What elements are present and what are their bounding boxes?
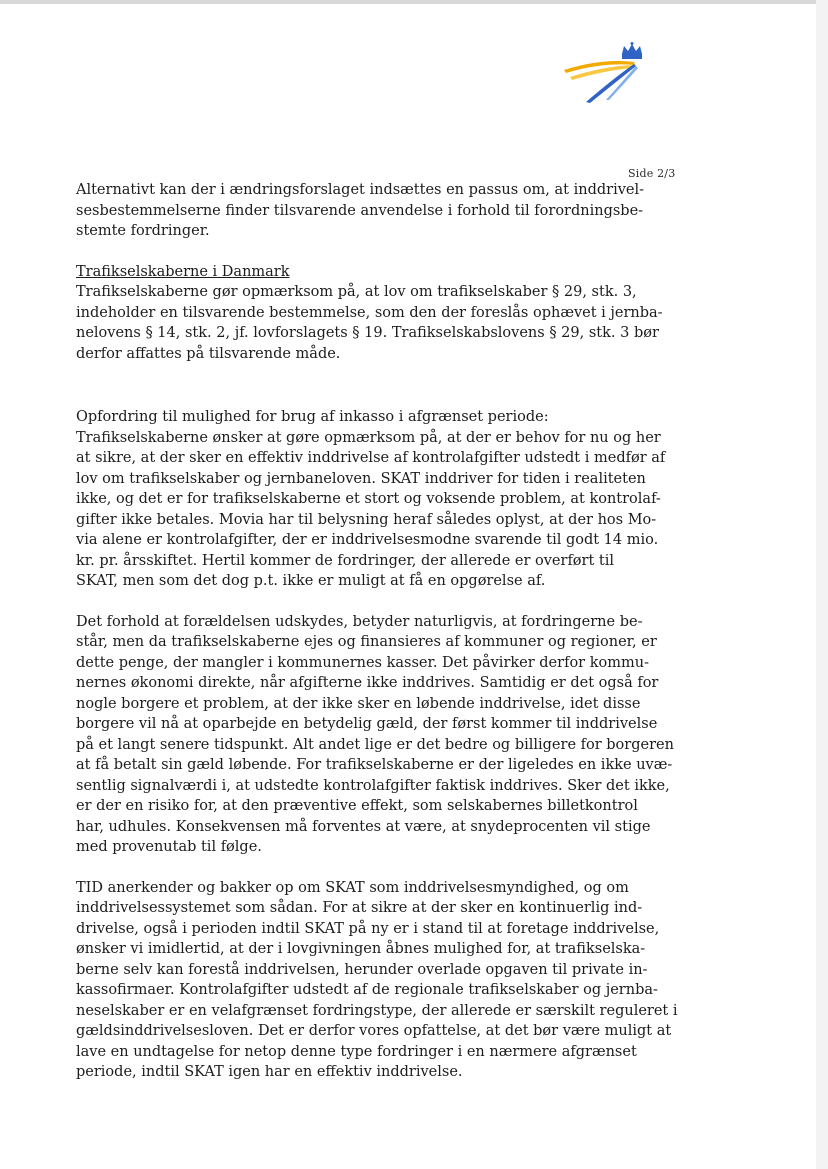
paragraph-trafikselskaber <box>76 262 663 365</box>
text-line: Det forhold at forældelsen udskydes, betyder naturligvis, at fordringerne be- <box>76 613 643 630</box>
text-line: periode, indtil SKAT igen har en effektiv inddrivelse. <box>76 1064 463 1080</box>
text-line: Trafikselskaberne ønsker at gøre opmærksom på, at der er behov for nu og her <box>76 429 661 446</box>
text-line: nelovens § 14, stk. 2, jf. lovforslagets § 19. Trafikselskabslovens § 29, stk. 3 bør <box>76 325 659 341</box>
text-line: gældsinddrivelsesloven. Det er derfor vores opfattelse, at det bør være muligt at <box>76 1023 672 1039</box>
text-line: SKAT, men som det dog p.t. ikke er muligt at få en opgørelse af. <box>76 573 546 589</box>
text-line: via alene er kontrolafgifter, der er inddrivelsesmodne svarende til godt 14 mio. <box>76 532 659 548</box>
paragraph-foraeldelse <box>76 612 674 858</box>
text-line: nogle borgere et problem, at der ikke sker en løbende inddrivelse, idet disse <box>76 695 641 712</box>
paragraph-tid <box>76 878 678 1083</box>
text-line: at sikre, at der sker en effektiv inddrivelse af kontrolafgifter udstedt i medfør af <box>76 450 666 466</box>
section-heading: Trafikselskaberne i Danmark <box>76 263 290 280</box>
letter-body <box>76 180 678 1083</box>
text-line: sentlig signalværdi i, at udstedte kontrolafgifter faktisk inddrives. Sker det ikke, <box>76 777 670 794</box>
text-line: indeholder en tilsvarende bestemmelse, som den der foreslås ophævet i jernba- <box>76 304 663 321</box>
text-line: Opfordring til mulighed for brug af inkasso i afgrænset periode: <box>76 409 549 425</box>
text-line: dette penge, der mangler i kommunernes kasser. Det påvirker derfor kommu- <box>76 654 649 671</box>
text-line: borgere vil nå at oparbejde en betydelig gæld, der først kommer til inddrivelse <box>76 716 658 732</box>
text-line: derfor affattes på tilsvarende måde. <box>76 345 341 362</box>
text-line: med provenutab til følge. <box>76 839 262 855</box>
text-line: neselskaber er en velafgrænset fordringstype, der allerede er særskilt reguleret i <box>76 1002 678 1019</box>
text-line: på et langt senere tidspunkt. Alt andet lige er det bedre og billigere for borgeren <box>76 736 674 753</box>
text-line: kassofirmaer. Kontrolafgifter udstedt af de regionale trafikselskaber og jernba- <box>76 982 658 998</box>
text-line: drivelse, også i perioden indtil SKAT på ny er i stand til at foretage inddrivelse, <box>76 920 660 937</box>
text-line: stemte fordringer. <box>76 223 210 239</box>
text-line: har, udhules. Konsekvensen må forventes at være, at snydeprocenten vil stige <box>76 818 651 835</box>
text-line: berne selv kan forestå inddrivelsen, herunder overlade opgaven til private in- <box>76 961 648 978</box>
paragraph-alternative <box>76 180 645 242</box>
text-line: sesbestemmelserne finder tilsvarende anvendelse i forhold til forordningsbe- <box>76 202 644 219</box>
text-line: er der en risiko for, at den præventive effekt, som selskabernes billetkontrol <box>76 798 638 814</box>
text-line: ønsker vi imidlertid, at der i lovgivningen åbnes mulighed for, at trafikselska- <box>76 941 646 957</box>
page-number: Side 2/3 <box>628 167 676 180</box>
paragraph-inkasso <box>76 407 666 592</box>
text-line: Alternativt kan der i ændringsforslaget indsættes en passus om, at inddrivel- <box>76 182 645 198</box>
crown-icon <box>622 42 642 59</box>
text-line: lave en undtagelse for netop denne type fordringer i en nærmere afgrænset <box>76 1043 637 1060</box>
text-line: ikke, og det er for trafikselskaberne et stort og voksende problem, at kontrolaf- <box>76 491 661 507</box>
text-line: lov om trafikselskaber og jernbaneloven. SKAT inddriver for tiden i realiteten <box>76 470 646 487</box>
page-right-edge <box>816 0 828 1169</box>
text-line: står, men da trafikselskaberne ejes og finansieres af kommuner og regioner, er <box>76 634 657 650</box>
crown-rails-logo-icon <box>562 42 650 104</box>
text-line: Trafikselskaberne gør opmærksom på, at lov om trafikselskaber § 29, stk. 3, <box>76 284 637 300</box>
text-line: gifter ikke betales. Movia har til belysning heraf således oplyst, at der hos Mo- <box>76 511 657 528</box>
text-line: at få betalt sin gæld løbende. For trafikselskaberne er der ligeledes en ikke uvæ- <box>76 757 673 773</box>
text-line: inddrivelsessystemet som sådan. For at sikre at der sker en kontinuerlig ind- <box>76 900 643 916</box>
text-line: TID anerkender og bakker op om SKAT som inddrivelsesmyndighed, og om <box>76 879 629 896</box>
text-line: kr. pr. årsskiftet. Hertil kommer de fordringer, der allerede er overført til <box>76 552 615 569</box>
text-line: nernes økonomi direkte, når afgifterne ikke inddrives. Samtidig er det også for <box>76 675 659 691</box>
page-top-edge <box>0 0 828 4</box>
